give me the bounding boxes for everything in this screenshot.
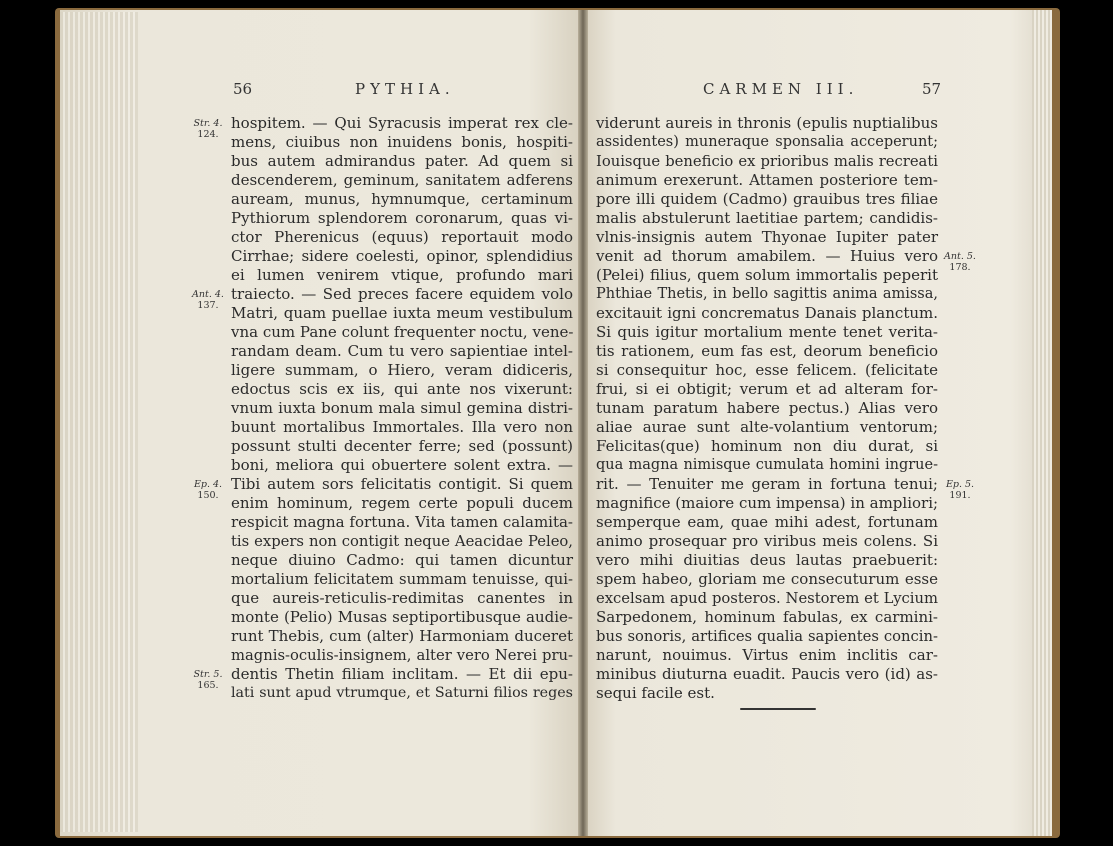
text-line: excitauit igni concrematus Danais planctum. xyxy=(596,304,938,322)
margin-note xyxy=(940,479,980,501)
text-line: qua magna nimisque cumulata homini ingrue- xyxy=(596,457,938,473)
text-line: Iouisque beneficio ex prioribus malis recreati xyxy=(596,153,938,170)
text-line: narunt, nouimus. Virtus enim inclitis car- xyxy=(596,646,938,664)
text-line: pore illi quidem (Cadmo) grauibus tres filiae xyxy=(596,190,938,208)
text-line: rit. — Tenuiter me geram in fortuna tenui; xyxy=(596,475,938,493)
left-page-body xyxy=(231,114,573,703)
text-line: minibus diuturna euadit. Paucis vero (id) as- xyxy=(596,665,938,683)
end-rule xyxy=(740,708,816,710)
text-line: Matri, quam puellae iuxta meum vestibulum xyxy=(231,304,573,322)
text-line: mens, ciuibus non inuidens bonis, hospiti- xyxy=(231,133,573,151)
text-line: mortalium felicitatem summam tenuisse, qui- xyxy=(231,571,573,588)
text-line: edoctus scis ex iis, qui ante nos vixerunt: xyxy=(231,380,573,398)
text-line: si consequitur hoc, esse felicem. (felicitate xyxy=(596,361,938,379)
text-line: hospitem. — Qui Syracusis imperat rex cle- xyxy=(231,114,573,132)
text-line: Si quis igitur mortalium mente tenet verita- xyxy=(596,323,938,341)
text-line: vnum iuxta bonum mala simul gemina distri- xyxy=(231,399,573,417)
left-page-number: 56 xyxy=(233,80,253,98)
text-line: ei lumen venirem vtique, profundo mari xyxy=(231,266,573,284)
text-line: magnis-oculis-insignem, alter vero Nerei pru- xyxy=(231,647,573,664)
text-line: spem habeo, gloriam me consecuturum esse xyxy=(596,570,938,588)
text-line: respicit magna fortuna. Vita tamen calamita- xyxy=(231,513,573,531)
text-line: Tibi autem sors felicitatis contigit. Si quem xyxy=(231,475,573,493)
margin-note-label: Str. 4. xyxy=(193,118,223,129)
margin-note-number: 165. xyxy=(197,680,219,691)
text-line: vero mihi diuitias deus lautas praebuerit: xyxy=(596,551,938,569)
left-running-head: PYTHIA. xyxy=(355,80,455,98)
page-edges-right xyxy=(1032,10,1052,836)
text-line: possunt stulti decenter ferre; sed (possunt) xyxy=(231,437,573,455)
text-line: runt Thebis, cum (alter) Harmoniam duceret xyxy=(231,627,573,645)
text-line: neque diuino Cadmo: qui tamen dicuntur xyxy=(231,551,573,569)
margin-note-number: 150. xyxy=(197,490,219,501)
text-line: ligere summam, o Hiero, veram didiceris, xyxy=(231,361,573,379)
page-edges-left xyxy=(60,12,138,832)
margin-note-number: 191. xyxy=(949,490,971,501)
margin-note-number: 124. xyxy=(197,129,219,140)
text-line: vna cum Pane colunt frequenter noctu, vene- xyxy=(231,323,574,341)
text-line: bus sonoris, artifices qualia sapientes concin- xyxy=(596,628,938,645)
text-line: assidentes) muneraque sponsalia acceperunt; xyxy=(596,134,938,150)
text-line: animo prosequar pro viribus meis colens. Si xyxy=(596,532,938,550)
margin-note xyxy=(188,669,228,691)
margin-note-number: 178. xyxy=(949,262,971,273)
text-line: enim hominum, regem certe populi ducem xyxy=(231,494,573,512)
right-running-head: CARMEN III. xyxy=(703,80,859,98)
text-line: malis abstulerunt laetitiae partem; candidis- xyxy=(596,209,938,227)
text-line: Felicitas(que) hominum non diu durat, si xyxy=(596,437,938,455)
text-line: randam deam. Cum tu vero sapientiae intel- xyxy=(231,342,573,360)
text-line: (Pelei) filius, quem solum immortalis peperit xyxy=(596,266,938,284)
text-line: aliae aurae sunt alte-volantium ventorum; xyxy=(596,418,938,436)
margin-note-label: Ep. 4. xyxy=(193,479,223,490)
text-line: Phthiae Thetis, in bello sagittis anima amissa, xyxy=(596,286,938,302)
text-line: boni, meliora qui obuertere solent extra. — xyxy=(231,456,573,474)
margin-note-number: 137. xyxy=(197,300,219,311)
text-line: tis rationem, eum fas est, deorum beneficio xyxy=(596,342,938,360)
text-line: magnifice (maiore cum impensa) in ampliori; xyxy=(596,494,939,512)
text-line: venit ad thorum amabilem. — Huius vero xyxy=(596,247,938,265)
margin-note-label: Ant. 5. xyxy=(944,251,976,262)
text-line: lati sunt apud vtrumque, et Saturni filios reges xyxy=(231,685,573,701)
text-line: frui, si ei obtigit; verum et ad alteram for- xyxy=(596,380,938,398)
text-line: vlnis-insignis autem Thyonae Iupiter pater xyxy=(596,228,938,246)
text-line: viderunt aureis in thronis (epulis nuptialibus xyxy=(596,114,938,132)
text-line: auream, munus, hymnumque, certaminum xyxy=(231,190,573,208)
right-page-number: 57 xyxy=(922,80,942,98)
text-line: Cirrhae; sidere coelesti, opinor, splendidius xyxy=(231,247,573,265)
text-line: Sarpedonem, hominum fabulas, ex carmini- xyxy=(596,608,938,626)
text-line: monte (Pelio) Musas septiportibusque audie- xyxy=(231,608,573,626)
text-line: buunt mortalibus Immortales. Illa vero non xyxy=(231,418,573,436)
margin-note-label: Str. 5. xyxy=(193,669,223,680)
text-line: ctor Pherenicus (equus) reportauit modo xyxy=(231,228,573,246)
text-line: tunam paratum habere pectus.) Alias vero xyxy=(596,399,938,417)
margin-note xyxy=(940,251,980,273)
text-line: bus autem admirandus pater. Ad quem si xyxy=(231,152,573,170)
text-line: tis expers non contigit neque Aeacidae Peleo, xyxy=(231,533,573,550)
margin-note-label: Ant. 4. xyxy=(192,289,224,300)
text-line: descenderem, geminum, sanitatem adferens xyxy=(231,171,573,189)
margin-note xyxy=(188,289,228,311)
text-line: excelsam apud posteros. Nestorem et Lycium xyxy=(596,590,938,607)
text-line: Pythiorum splendorem coronarum, quas vi- xyxy=(231,209,573,227)
text-line: que aureis-reticulis-redimitas canentes in xyxy=(231,589,573,607)
margin-note xyxy=(188,118,228,140)
text-line: dentis Thetin filiam inclitam. — Et dii epu- xyxy=(231,665,573,683)
margin-note xyxy=(188,479,228,501)
text-line: semperque eam, quae mihi adest, fortunam xyxy=(596,513,938,531)
text-line: sequi facile est. xyxy=(596,684,715,702)
text-line: traiecto. — Sed preces facere equidem volo xyxy=(231,285,573,303)
text-line: animum erexerunt. Attamen posteriore tem- xyxy=(596,171,938,189)
margin-note-label: Ep. 5. xyxy=(945,479,975,490)
book-gutter xyxy=(578,10,588,836)
right-page-body xyxy=(596,114,938,703)
